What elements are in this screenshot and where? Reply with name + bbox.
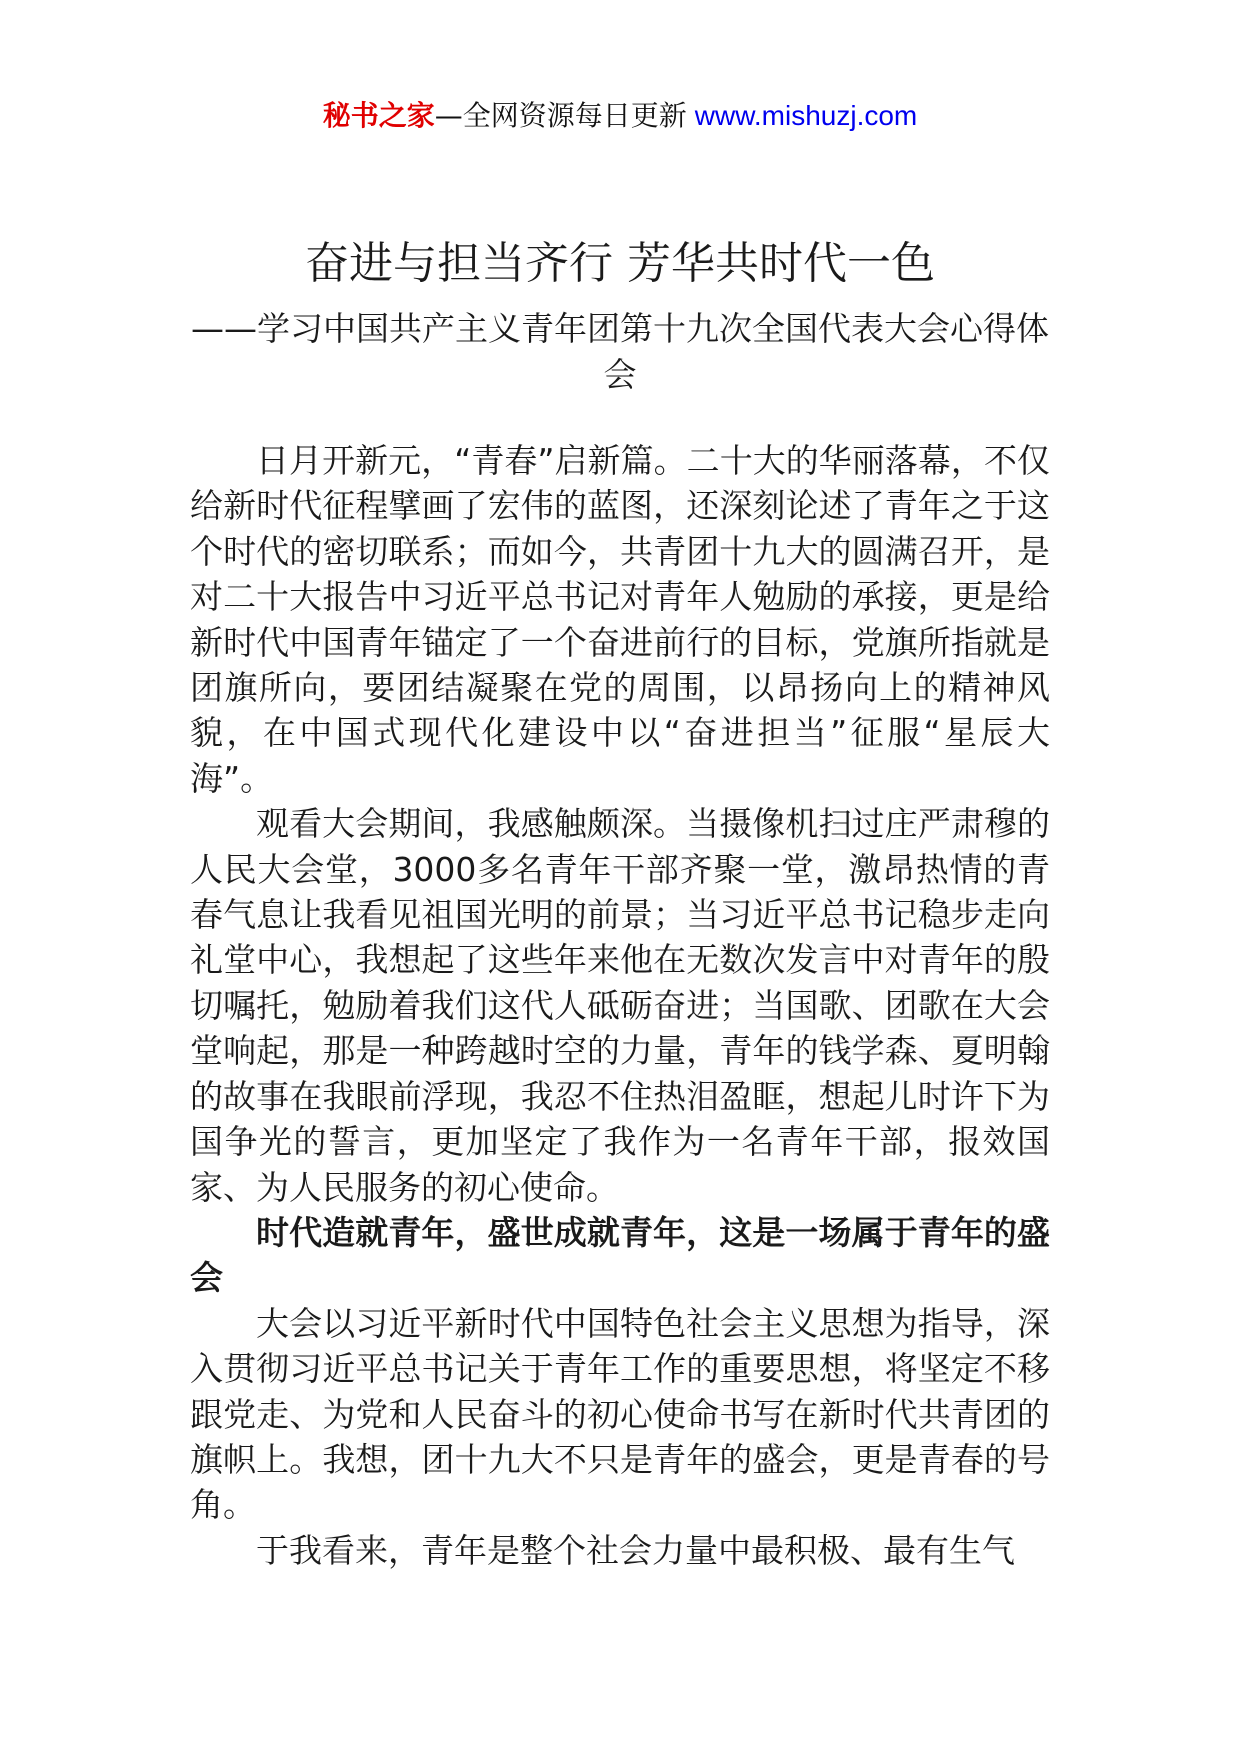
document-body (190, 438, 1050, 1573)
document-subtitle: ——学习中国共产主义青年团第十九次全国代表大会心得体会 (191, 309, 1049, 394)
site-header (0, 96, 1240, 136)
body-paragraph: 观看大会期间，我感触颇深。当摄像机扫过庄严肃穆的人民大会堂，3000多名青年干部齐聚一堂，激昂热情的青春气息让我看见祖国光明的前景；当习近平总书记稳步走向礼堂中心，我想起了这些年来他在无数次发言中对青年的殷切嘱托，勉励着我们这代人砥砺奋进；当国歌、团歌在大会堂响起，那是一种跨越时空的力量，青年的钱学森、夏明翰的故事在我眼前浮现，我忍不住热泪盈眶，想起儿时许下为国争光的誓言，更加坚定了我作为一名青年干部，报效国家、为人民服务的初心使命。 (190, 804, 1050, 1207)
body-paragraph: 日月开新元，“青春”启新篇。二十大的华丽落幕，不仅给新时代征程擘画了宏伟的蓝图，还深刻论述了青年之于这个时代的密切联系；而如今，共青团十九大的圆满召开，是对二十大报告中习近平总书记对青年人勉励的承接，更是给新时代中国青年锚定了一个奋进前行的目标，党旗所指就是团旗所向，要团结凝聚在党的周围，以昂扬向上的精神风貌，在中国式现代化建设中以“奋进担当”征服“星辰大海”。 (190, 441, 1050, 798)
section-heading: 时代造就青年，盛世成就青年，这是一场属于青年的盛会 (190, 1212, 1050, 1298)
site-tagline: —全网资源每日更新 (434, 99, 687, 132)
document-title: 奋进与担当齐行 芳华共时代一色 (305, 238, 935, 289)
body-paragraph: 于我看来，青年是整个社会力量中最积极、最有生气 (256, 1530, 1015, 1570)
body-paragraph: 大会以习近平新时代中国特色社会主义思想为指导，深入贯彻习近平总书记关于青年工作的重要思想，将坚定不移跟党走、为党和人民奋斗的初心使命书写在新时代共青团的旗帜上。我想，团十九大不只是青年的盛会，更是青春的号角。 (190, 1303, 1050, 1525)
site-url-link[interactable]: www.mishuzj.com (694, 100, 918, 131)
brand-name: 秘书之家 (322, 99, 435, 132)
